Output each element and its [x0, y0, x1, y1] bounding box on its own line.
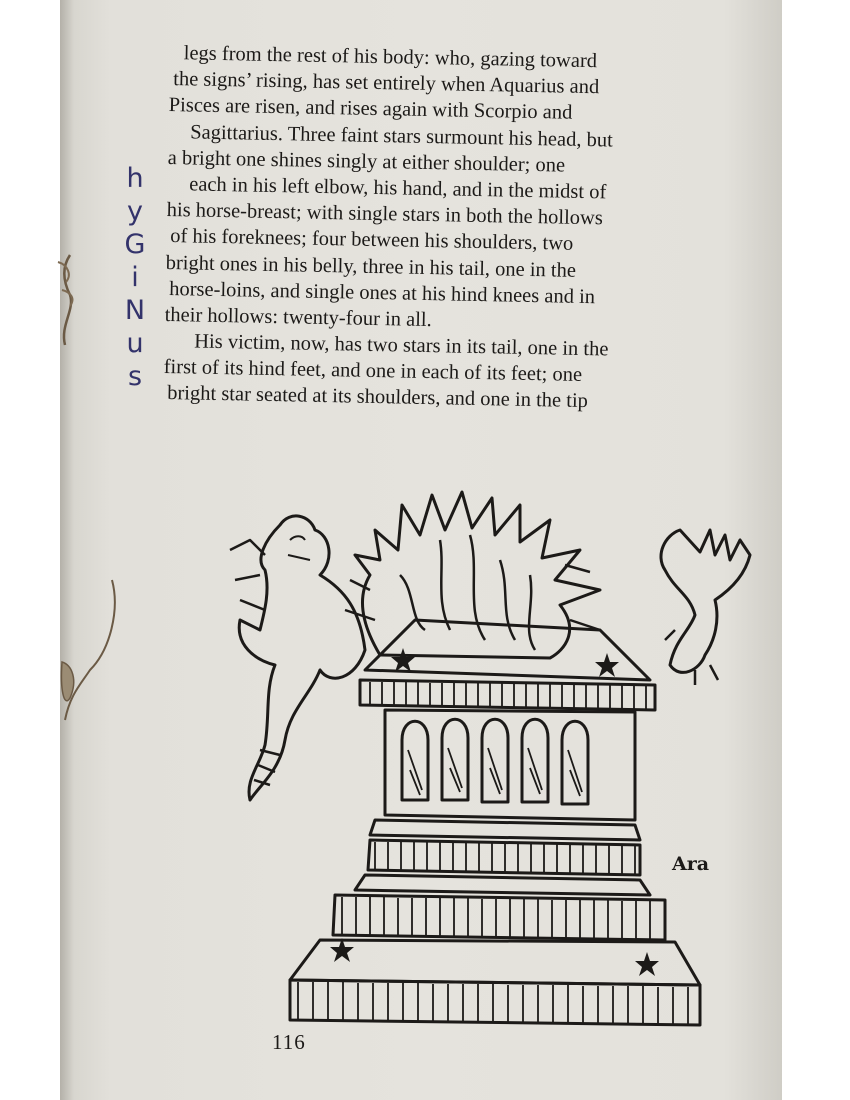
text-line: of his foreknees; four between his shoulders, two	[170, 225, 574, 256]
text-line: first of its hind feet, and one in each of its feet; one	[163, 356, 583, 387]
text-line: horse-loins, and single ones at his hind knees and in	[169, 277, 596, 308]
body-text	[163, 40, 730, 417]
side-title-letter: G	[124, 229, 146, 260]
right-creature	[661, 530, 750, 672]
text-line: each in his left elbow, his hand, and in the midst of	[189, 173, 607, 204]
binding-thread-top	[40, 250, 90, 360]
star-mark	[391, 648, 415, 672]
side-title-letter: s	[127, 361, 143, 392]
text-line: Sagittarius. Three faint stars surmount his head, but	[190, 120, 614, 152]
side-title-letter: i	[131, 262, 139, 293]
side-title-hyginus	[122, 162, 148, 393]
side-title-letter: y	[127, 196, 143, 227]
altar-woodcut	[170, 480, 770, 1035]
woodcut-label: Ara	[672, 853, 710, 875]
text-line: His victim, now, has two stars in its tail, one in the	[194, 330, 609, 361]
text-line: a bright one shines singly at either shoulder; one	[167, 146, 566, 177]
text-line: legs from the rest of his body: who, gazing toward	[183, 42, 598, 73]
binding-thread-bottom	[50, 570, 130, 730]
book-page	[60, 0, 782, 1100]
star-mark	[595, 653, 619, 677]
side-title-letter: u	[126, 328, 144, 359]
side-title-letter: N	[124, 295, 146, 326]
page-number: 116	[272, 1030, 306, 1054]
text-line: bright ones in his belly, three in his tail, one in the	[165, 251, 577, 282]
star-mark	[635, 952, 659, 976]
text-line: their hollows: twenty-four in all.	[164, 303, 432, 331]
side-title-letter: h	[126, 163, 144, 194]
flames	[355, 492, 600, 658]
gutter-shadow	[60, 0, 74, 1100]
text-line: Pisces are risen, and rises again with Scorpio and	[168, 94, 573, 125]
text-line: his horse-breast; with single stars in both the hollows	[166, 199, 604, 230]
text-line: bright star seated at its shoulders, and one in the tip	[167, 382, 589, 413]
text-line: the signs’ rising, has set entirely when Aquarius and	[173, 68, 600, 99]
